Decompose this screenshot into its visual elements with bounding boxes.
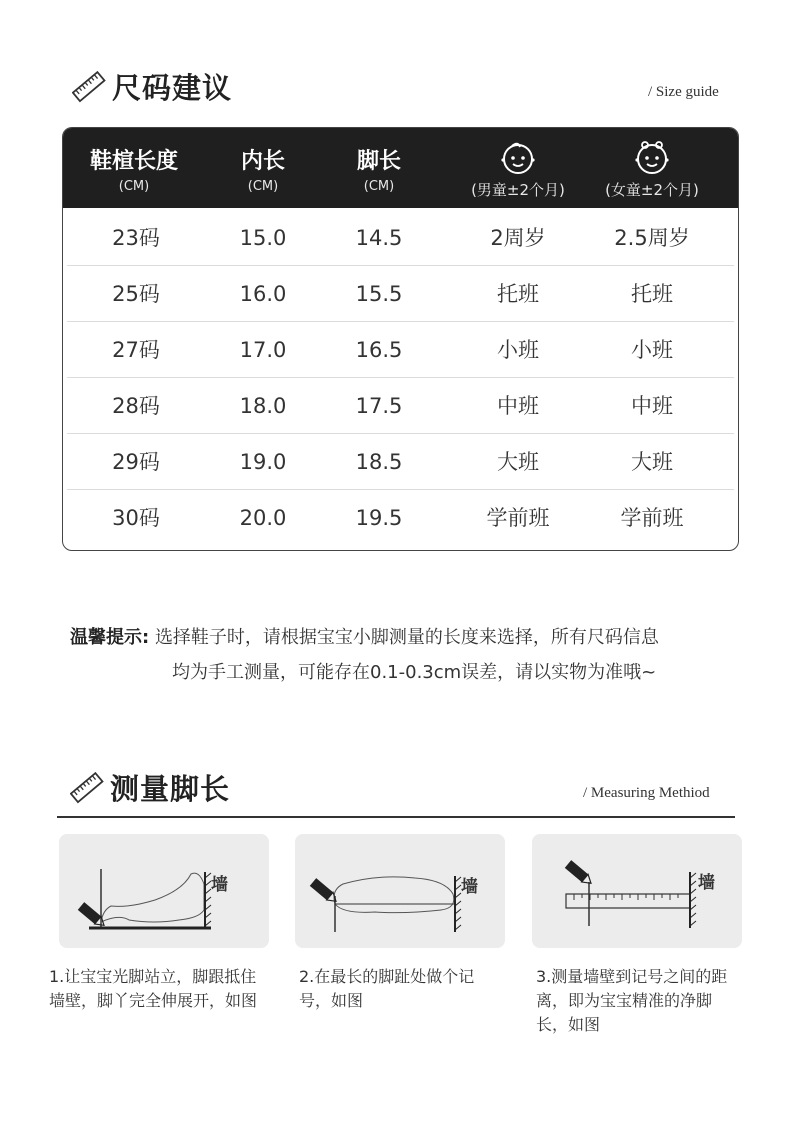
section-subtitle: / Size guide [648, 84, 719, 100]
cell-boy-age: 中班 [497, 394, 539, 418]
cell-foot-length: 19.5 [355, 506, 403, 530]
header-last-length [63, 128, 205, 208]
step-3-illustration [532, 834, 742, 948]
warm-tip [70, 620, 750, 690]
cell-girl-age: 大班 [631, 450, 673, 474]
measuring-heading [70, 767, 230, 808]
section-title: 测量脚长 [110, 772, 231, 806]
cell-girl-age: 托班 [631, 282, 673, 306]
cell-inner-length: 16.0 [239, 282, 287, 306]
cell-boy-age: 大班 [497, 450, 539, 474]
cell-inner-length: 20.0 [239, 506, 287, 530]
table-row [67, 266, 734, 322]
wall-label: 墙 [211, 875, 228, 895]
girl-face-icon [632, 137, 672, 177]
step-1-text: 1.让宝宝光脚站立，脚跟抵住墙壁，脚丫完全伸展开，如图 [49, 967, 258, 1010]
cell-boy-age: 小班 [497, 338, 539, 362]
cell-foot-length: 15.5 [355, 282, 403, 306]
cell-inner-length: 19.0 [239, 450, 287, 474]
boy-face-icon [498, 137, 538, 177]
cell-last-length: 25码 [112, 282, 160, 306]
table-row [67, 378, 734, 434]
cell-last-length: 23码 [112, 226, 160, 250]
header-label: 内长 [240, 149, 285, 174]
cell-inner-length: 17.0 [239, 338, 287, 362]
step-1-illustration [59, 834, 269, 948]
table-header [63, 128, 738, 208]
cell-inner-length: 18.0 [239, 394, 287, 418]
header-foot-length [321, 128, 437, 208]
cell-girl-age: 学前班 [620, 506, 684, 530]
cell-boy-age: 2周岁 [490, 226, 546, 250]
cell-foot-length: 17.5 [355, 394, 403, 418]
header-label: 鞋楦长度 [89, 149, 178, 174]
table-row [67, 322, 734, 378]
header-unit: (CM) [118, 179, 150, 194]
header-note: (男童±2个月) [471, 181, 565, 199]
step-3-text: 3.测量墙壁到记号之间的距离，即为宝宝精准的净脚长，如图 [536, 967, 728, 1034]
cell-last-length: 28码 [112, 394, 160, 418]
header-label: 脚长 [356, 149, 401, 174]
cell-girl-age: 小班 [631, 338, 673, 362]
step-2-illustration [295, 834, 505, 948]
header-inner-length [205, 128, 321, 208]
cell-last-length: 29码 [112, 450, 160, 474]
size-table [62, 127, 739, 551]
cell-foot-length: 16.5 [355, 338, 403, 362]
header-girl-age [577, 128, 727, 208]
wall-label: 墙 [698, 873, 715, 893]
tip-line-1: 选择鞋子时，请根据宝宝小脚测量的长度来选择，所有尺码信息 [154, 627, 659, 648]
header-note: (女童±2个月) [605, 181, 699, 199]
cell-boy-age: 托班 [497, 282, 539, 306]
section-title: 尺码建议 [112, 71, 233, 105]
header-unit: (CM) [247, 179, 279, 194]
tip-label: 温馨提示: [70, 627, 150, 648]
size-guide-heading [72, 66, 232, 107]
cell-last-length: 30码 [112, 506, 160, 530]
header-unit: (CM) [363, 179, 395, 194]
table-row [67, 434, 734, 490]
section-subtitle: / Measuring Methiod [583, 785, 710, 801]
wall-label: 墙 [461, 877, 478, 897]
step-2-text: 2.在最长的脚趾处做个记号，如图 [299, 967, 475, 1010]
section-divider [57, 816, 735, 818]
table-row [67, 490, 734, 546]
tip-line-2: 均为手工测量，可能存在0.1-0.3cm误差，请以实物为准哦~ [172, 662, 657, 683]
header-boy-age [443, 128, 593, 208]
table-row [67, 210, 734, 266]
cell-inner-length: 15.0 [239, 226, 287, 250]
cell-foot-length: 14.5 [355, 226, 403, 250]
cell-last-length: 27码 [112, 338, 160, 362]
cell-girl-age: 中班 [631, 394, 673, 418]
ruler-icon [72, 70, 106, 104]
cell-girl-age: 2.5周岁 [614, 226, 690, 250]
cell-foot-length: 18.5 [355, 450, 403, 474]
ruler-icon [70, 771, 104, 805]
cell-boy-age: 学前班 [486, 506, 550, 530]
